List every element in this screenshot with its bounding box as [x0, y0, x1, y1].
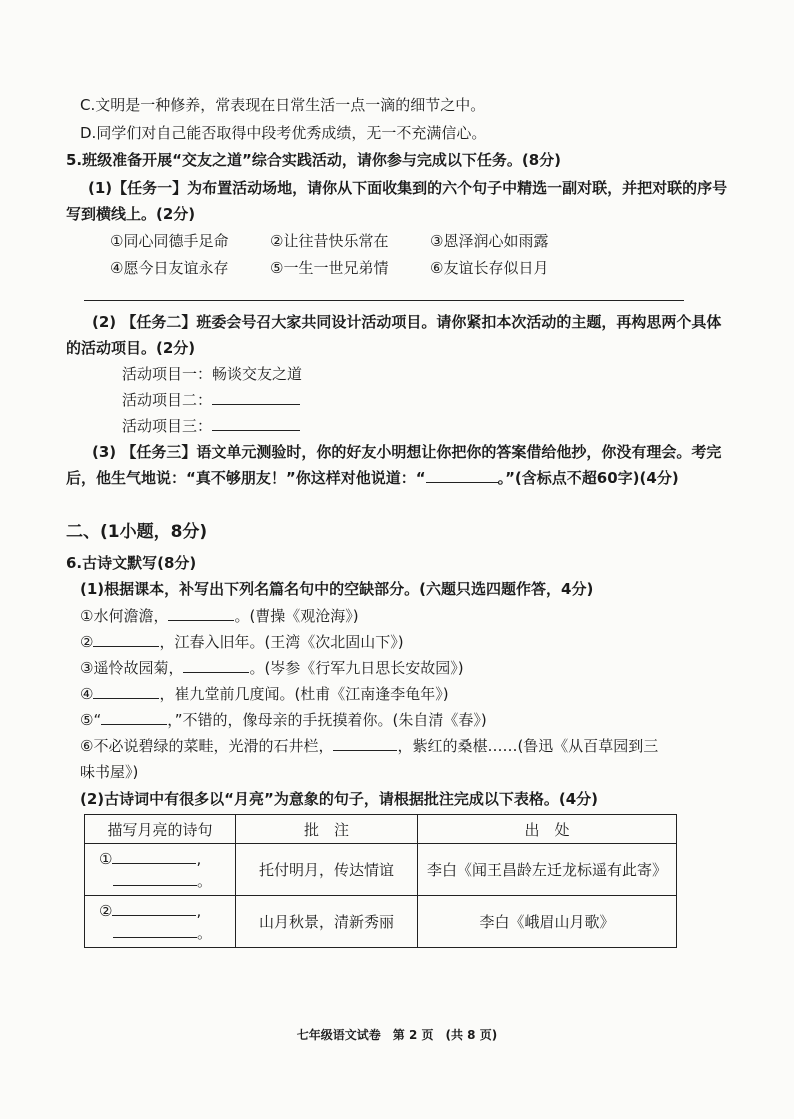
row-1-number: ①	[99, 849, 113, 868]
header-source: 出 处	[418, 815, 677, 844]
table-header-row	[85, 815, 677, 844]
sentence-6: ⑥友谊长存似日月	[430, 259, 549, 277]
task1-prompt-line1: (1)【任务一】为布置活动场地，请你从下面收集到的六个句子中精选一副对联，并把对联的序号	[88, 179, 728, 197]
sentence-2: ②让往昔快乐常在	[270, 232, 389, 250]
task1-prompt-line2: 写到横线上。(2分)	[66, 205, 196, 223]
note-cell: 山月秋景，清新秀丽	[236, 896, 418, 948]
poem-1-blank[interactable]	[168, 606, 234, 621]
source-cell: 李白《闻王昌龄左迁龙标遥有此寄》	[418, 844, 677, 896]
note-cell: 托付明月，传达情谊	[236, 844, 418, 896]
poem-2-text-b: ，江春入旧年。(王湾《次北固山下》)	[159, 633, 404, 651]
poem-3-text-a: ③遥怜故园菊，	[80, 659, 184, 677]
q6-subquestion-1: (1)根据课本，补写出下列名篇名句中的空缺部分。(六题只选四题作答，4分)	[80, 580, 594, 598]
option-d: D.同学们对自己能否取得中段考优秀成绩，无一不充满信心。	[80, 124, 487, 142]
row-2-number: ②	[99, 901, 113, 920]
task3-prompt-line1: (3) 【任务三】语文单元测验时，你的好友小明想让你把你的答案借给他抄，你没有理会。考完	[92, 443, 722, 461]
activity-item-2	[122, 390, 300, 410]
question-5-title: 5.班级准备开展“交友之道”综合实践活动，请你参与完成以下任务。(8分)	[66, 151, 562, 169]
task2-prompt-line2: 的活动项目。(2分)	[66, 339, 196, 357]
poem-4-blank[interactable]	[93, 684, 159, 699]
poem-5-text-b: ，”不错的，像母亲的手抚摸着你。(朱自清《春》)	[167, 711, 487, 729]
sentence-5: ⑤一生一世兄弟情	[270, 259, 389, 277]
poem-line-1	[80, 606, 359, 626]
poem-4-text-a: ④	[80, 685, 94, 703]
task2-prompt-line1: (2) 【任务二】班委会号召大家共同设计活动项目。请你紧扣本次活动的主题，再构思两个具体	[92, 313, 722, 331]
poem-answer-cell: ② , 。	[85, 896, 236, 948]
task1-answer-line[interactable]	[84, 300, 684, 301]
activity-item-3-label: 活动项目三：	[122, 417, 213, 435]
poem-line-3	[80, 658, 464, 678]
poem-line-6	[80, 736, 658, 756]
sentence-1: ①同心同德手足命	[110, 232, 229, 250]
row-2-blank-1[interactable]	[112, 901, 196, 916]
poem-3-text-b: 。(岑参《行军九日思长安故园》)	[249, 659, 464, 677]
poem-2-text-a: ②	[80, 633, 94, 651]
poem-6-blank[interactable]	[333, 736, 397, 751]
poem-6-text-a: ⑥不必说碧绿的菜畦，光滑的石井栏，	[80, 737, 334, 755]
task3-prompt-line2	[66, 468, 679, 488]
sentence-4: ④愿今日友谊永存	[110, 259, 229, 277]
poem-5-blank[interactable]	[101, 710, 167, 725]
source-cell: 李白《峨眉山月歌》	[418, 896, 677, 948]
task3-text-b: 。”(含标点不超60字)(4分)	[497, 469, 679, 487]
table-row	[85, 844, 677, 896]
question-6-title: 6.古诗文默写(8分)	[66, 554, 197, 572]
table-row	[85, 896, 677, 948]
row-1-blank-2[interactable]	[113, 871, 197, 886]
poem-line-6-cont: 味书屋》)	[80, 763, 139, 781]
moon-poetry-table	[84, 814, 677, 948]
sentence-3: ③恩泽润心如雨露	[430, 232, 549, 250]
header-note: 批 注	[236, 815, 418, 844]
task3-answer-blank[interactable]	[426, 468, 498, 483]
row-2-blank-2[interactable]	[113, 923, 197, 938]
poem-3-blank[interactable]	[183, 658, 249, 673]
poem-line-4	[80, 684, 449, 704]
activity-item-2-blank[interactable]	[212, 390, 300, 405]
page-footer: 七年级语文试卷 第 2 页 (共 8 页)	[296, 1028, 498, 1042]
task3-text-a: 后，他生气地说：“真不够朋友！”你这样对他说道：“	[66, 469, 426, 487]
row-1-blank-1[interactable]	[112, 849, 196, 864]
activity-item-3-blank[interactable]	[212, 416, 300, 431]
row-2-end: 。	[197, 923, 213, 942]
q6-subquestion-2: (2)古诗词中有很多以“月亮”为意象的句子，请根据批注完成以下表格。(4分)	[80, 790, 599, 808]
activity-item-1: 活动项目一：畅谈交友之道	[122, 365, 303, 383]
poem-1-text-b: 。(曹操《观沧海》)	[234, 607, 359, 625]
activity-item-2-label: 活动项目二：	[122, 391, 213, 409]
activity-item-3	[122, 416, 300, 436]
poem-line-2	[80, 632, 404, 652]
row-1-end: 。	[197, 871, 213, 890]
option-c: C.文明是一种修养，常表现在日常生活一点一滴的细节之中。	[80, 96, 486, 114]
poem-4-text-b: ，崔九堂前几度闻。(杜甫《江南逢李龟年》)	[159, 685, 449, 703]
poem-6-text-b: ，紫红的桑椹……(鲁迅《从百草园到三	[397, 737, 659, 755]
poem-1-text-a: ①水何澹澹，	[80, 607, 169, 625]
poem-answer-cell: ① , 。	[85, 844, 236, 896]
section-2-title: 二、(1小题，8分)	[66, 522, 208, 542]
poem-5-text-a: ⑤“	[80, 711, 102, 729]
poem-line-5	[80, 710, 487, 730]
poem-2-blank[interactable]	[93, 632, 159, 647]
header-poem: 描写月亮的诗句	[85, 815, 236, 844]
